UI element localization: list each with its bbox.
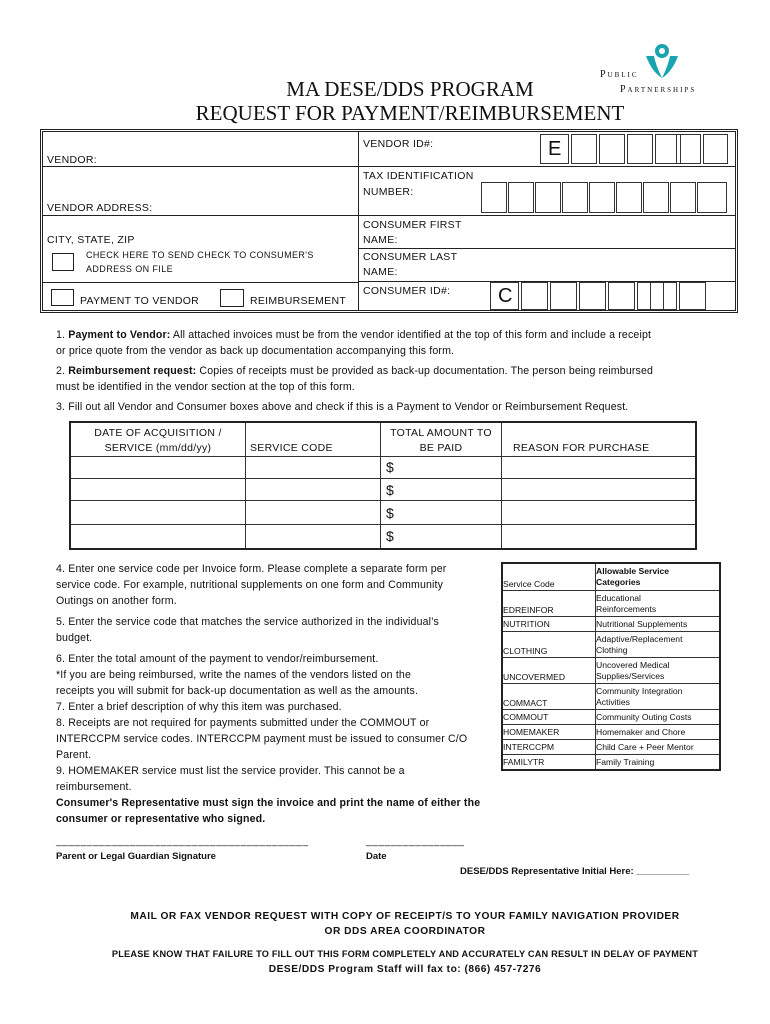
dollar-sign: $ [386, 528, 394, 544]
svc-cat [596, 632, 721, 658]
tax-id-digit[interactable] [697, 182, 727, 213]
instruction-2-bold: Reimbursement request: [68, 365, 197, 377]
tax-id-digit[interactable] [481, 182, 507, 213]
row-divider [43, 215, 358, 216]
instruction-3: 3. Fill out all Vendor and Consumer boxes above and check if this is a Payment to Vendor or Reimbursement Request. [56, 401, 629, 413]
vendor-id-prefix: E [548, 138, 562, 160]
table-row [502, 684, 720, 710]
logo-line1: Public [600, 69, 639, 80]
row-divider [71, 500, 695, 501]
svc-code: UNCOVERMED [502, 658, 596, 684]
vendor-id-label: VENDOR ID#: [363, 138, 434, 150]
consumer-id-digit[interactable] [679, 282, 706, 310]
instruction-1-num: 1. [56, 329, 66, 341]
consumer-id-digit[interactable] [521, 282, 548, 310]
note-bold-1: Consumer's Representative must sign the invoice and print the name of either the [56, 797, 481, 809]
reimbursement-checkbox[interactable] [220, 289, 244, 307]
svc-header-code: Service Code [502, 563, 596, 591]
svc-cat-1: Child Care + Peer Mentor [596, 741, 694, 752]
vendor-id-digit[interactable] [676, 134, 701, 164]
note-8a: 8. Receipts are not required for payments submitted under the COMMOUT or [56, 717, 430, 729]
row-divider [359, 166, 736, 167]
instruction-2-text: Copies of receipts must be provided as back-up documentation. The person being reimbursed [196, 365, 654, 377]
svc-cat-1: Family Training [596, 756, 655, 767]
note-9a: 9. HOMEMAKER service must list the service provider. This cannot be a [56, 765, 405, 777]
row-divider [71, 524, 695, 525]
col-header-total-1: TOTAL AMOUNT TO [390, 427, 492, 439]
note-4a: 4. Enter one service code per Invoice form. Please complete a separate form per [56, 563, 447, 575]
note-4b: service code. For example, nutritional supplements on one form and Community [56, 579, 444, 591]
col-header-reason: REASON FOR PURCHASE [513, 442, 650, 454]
svc-code: EDREINFOR [502, 591, 596, 617]
svc-cat-2: Reinforcements [596, 603, 657, 614]
note-6b: *If you are being reimbursed, write the names of the vendors listed on the [56, 669, 411, 681]
col-header-total-2: BE PAID [419, 442, 463, 454]
vendor-id-digit[interactable] [627, 134, 653, 164]
instruction-1-text: All attached invoices must be from the vendor identified at the top of this form and include a receipt [170, 329, 652, 341]
date-label: Date [366, 851, 387, 862]
signature-line[interactable]: _________________________________________ [56, 836, 309, 847]
tax-id-digit[interactable] [562, 182, 588, 213]
svc-cat-1: Community Integration [596, 685, 683, 696]
note-9b: reimbursement. [56, 781, 132, 793]
table-row [502, 755, 720, 771]
svc-cat [596, 755, 721, 771]
tax-id-digit[interactable] [535, 182, 561, 213]
svc-cat-1: Community Outing Costs [596, 711, 692, 722]
instruction-2-num: 2. [56, 365, 66, 377]
dollar-sign: $ [386, 505, 394, 521]
date-line[interactable]: ________________ [366, 836, 465, 847]
footer-mail-line2: OR DDS AREA COORDINATOR [324, 926, 486, 937]
note-5a: 5. Enter the service code that matches the service authorized in the individual’s [56, 616, 439, 628]
vendor-id-digit[interactable] [571, 134, 597, 164]
svc-cat-1: Uncovered Medical [596, 659, 670, 670]
svc-code: FAMILYTR [502, 755, 596, 771]
svc-cat-1: Adaptive/Replacement [596, 633, 683, 644]
footer-mail-line1: MAIL OR FAX VENDOR REQUEST WITH COPY OF RECEIPT/S TO YOUR FAMILY NAVIGATION PROVIDER [130, 911, 680, 922]
col-divider [380, 423, 381, 548]
row-divider [359, 215, 736, 216]
col-divider [245, 423, 246, 548]
svc-cat-1: Nutritional Supplements [596, 618, 688, 629]
send-to-consumer-label: CHECK HERE TO SEND CHECK TO CONSUMER'S [86, 250, 314, 260]
vendor-label: VENDOR: [47, 154, 97, 166]
instruction-2-line2: must be identified in the vendor section at the top of this form. [56, 381, 355, 393]
tax-id-digit[interactable] [508, 182, 534, 213]
svc-cat [596, 658, 721, 684]
instruction-1 [56, 327, 756, 343]
col-divider [501, 423, 502, 548]
send-to-consumer-label-2: ADDRESS ON FILE [86, 264, 174, 274]
consumer-last-label: CONSUMER LAST [363, 251, 458, 263]
consumer-last-label-2: NAME: [363, 266, 398, 278]
svc-code: INTERCCPM [502, 740, 596, 755]
page-title-line1: MA DESE/DDS PROGRAM [286, 77, 534, 101]
consumer-id-digit[interactable] [550, 282, 577, 310]
svc-code: NUTRITION [502, 617, 596, 632]
reimbursement-label: REIMBURSEMENT [250, 295, 347, 307]
svc-cat-1: Educational [596, 592, 641, 603]
payment-to-vendor-label: PAYMENT TO VENDOR [80, 295, 200, 307]
logo-line2: Partnerships [620, 84, 697, 95]
service-code-table [501, 562, 721, 771]
consumer-id-digit[interactable] [579, 282, 606, 310]
table-row [502, 725, 720, 740]
consumer-id-label: CONSUMER ID#: [363, 285, 451, 297]
svc-code: COMMOUT [502, 710, 596, 725]
svc-cat-2: Supplies/Services [596, 670, 665, 681]
row-divider [71, 478, 695, 479]
svc-cat [596, 725, 721, 740]
row-divider [71, 456, 695, 457]
svc-cat [596, 617, 721, 632]
instruction-2 [56, 363, 756, 379]
instruction-1-bold: Payment to Vendor: [68, 329, 171, 341]
table-row [502, 632, 720, 658]
consumer-id-digit[interactable] [608, 282, 635, 310]
tax-id-label-2: NUMBER: [363, 186, 414, 198]
note-8b: INTERCCPM service codes. INTERCCPM payment must be issued to consumer C/O [56, 733, 468, 745]
col-header-date-2: SERVICE (mm/dd/yy) [104, 442, 212, 454]
page-title-line2: REQUEST FOR PAYMENT/REIMBURSEMENT [195, 101, 625, 125]
table-row [502, 710, 720, 725]
svc-cat-2: Activities [596, 696, 630, 707]
svc-code: HOMEMAKER [502, 725, 596, 740]
row-divider [359, 248, 736, 249]
footer-fax-line: DESE/DDS Program Staff will fax to: (866) 457-7276 [268, 964, 542, 975]
note-7: 7. Enter a brief description of why this item was purchased. [56, 701, 342, 713]
tax-id-digit[interactable] [589, 182, 615, 213]
svc-cat [596, 591, 721, 617]
svc-header-cat-2: Categories [596, 577, 641, 587]
col-header-code: SERVICE CODE [250, 442, 333, 454]
footer-warning-line1: PLEASE KNOW THAT FAILURE TO FILL OUT THIS FORM COMPLETELY AND ACCURATELY CAN RESULT IN DELAY OF PAYMENT [111, 949, 699, 959]
note-5b: budget. [56, 632, 93, 644]
table-row [502, 740, 720, 755]
note-bold-2: consumer or representative who signed. [56, 813, 266, 825]
dollar-sign: $ [386, 482, 394, 498]
svc-cat-2: Clothing [596, 644, 628, 655]
vendor-id-digit[interactable] [703, 134, 728, 164]
svc-cat [596, 740, 721, 755]
consumer-first-label-2: NAME: [363, 234, 398, 246]
vendor-id-digit[interactable] [599, 134, 625, 164]
table-row [502, 617, 720, 632]
col-header-date [72, 426, 244, 456]
note-6c: receipts you will submit for back-up documentation as well as the amounts. [56, 685, 419, 697]
col-header-total [382, 426, 500, 456]
instruction-1-line2: or price quote from the vendor as back up documentation accompanying this form. [56, 345, 455, 357]
note-8c: Parent. [56, 749, 92, 761]
dollar-sign: $ [386, 459, 394, 475]
consumer-id-prefix: C [498, 285, 513, 307]
tax-id-digit[interactable] [643, 182, 669, 213]
note-4c: Outings on another form. [56, 595, 177, 607]
public-partnerships-logo-icon [642, 42, 682, 82]
row-divider [43, 166, 358, 167]
svc-cat-1: Homemaker and Chore [596, 726, 686, 737]
vendor-address-label: VENDOR ADDRESS: [47, 202, 153, 214]
svc-cat [596, 684, 721, 710]
note-6a: 6. Enter the total amount of the payment to vendor/reimbursement. [56, 653, 379, 665]
consumer-id-digit[interactable] [650, 282, 677, 310]
row-divider [43, 282, 358, 283]
tax-id-digit[interactable] [670, 182, 696, 213]
svc-header-cat [596, 563, 721, 591]
tax-id-digit[interactable] [616, 182, 642, 213]
consumer-first-label: CONSUMER FIRST [363, 219, 462, 231]
svc-code: CLOTHING [502, 632, 596, 658]
table-row [502, 591, 720, 617]
send-to-consumer-checkbox[interactable] [52, 253, 74, 271]
svc-header-cat-1: Allowable Service [596, 566, 670, 576]
col-header-date-1: DATE OF ACQUISITION / [94, 427, 222, 439]
tax-id-label: TAX IDENTIFICATION [363, 170, 474, 182]
form-divider [358, 131, 359, 311]
table-row [502, 658, 720, 684]
svc-code: COMMACT [502, 684, 596, 710]
city-label: CITY, STATE, ZIP [47, 234, 135, 246]
rep-initial-label: DESE/DDS Representative Initial Here: __________ [460, 866, 690, 877]
notes [56, 561, 496, 827]
payment-to-vendor-checkbox[interactable] [51, 289, 74, 306]
svc-cat [596, 710, 721, 725]
signature-label: Parent or Legal Guardian Signature [56, 851, 216, 862]
